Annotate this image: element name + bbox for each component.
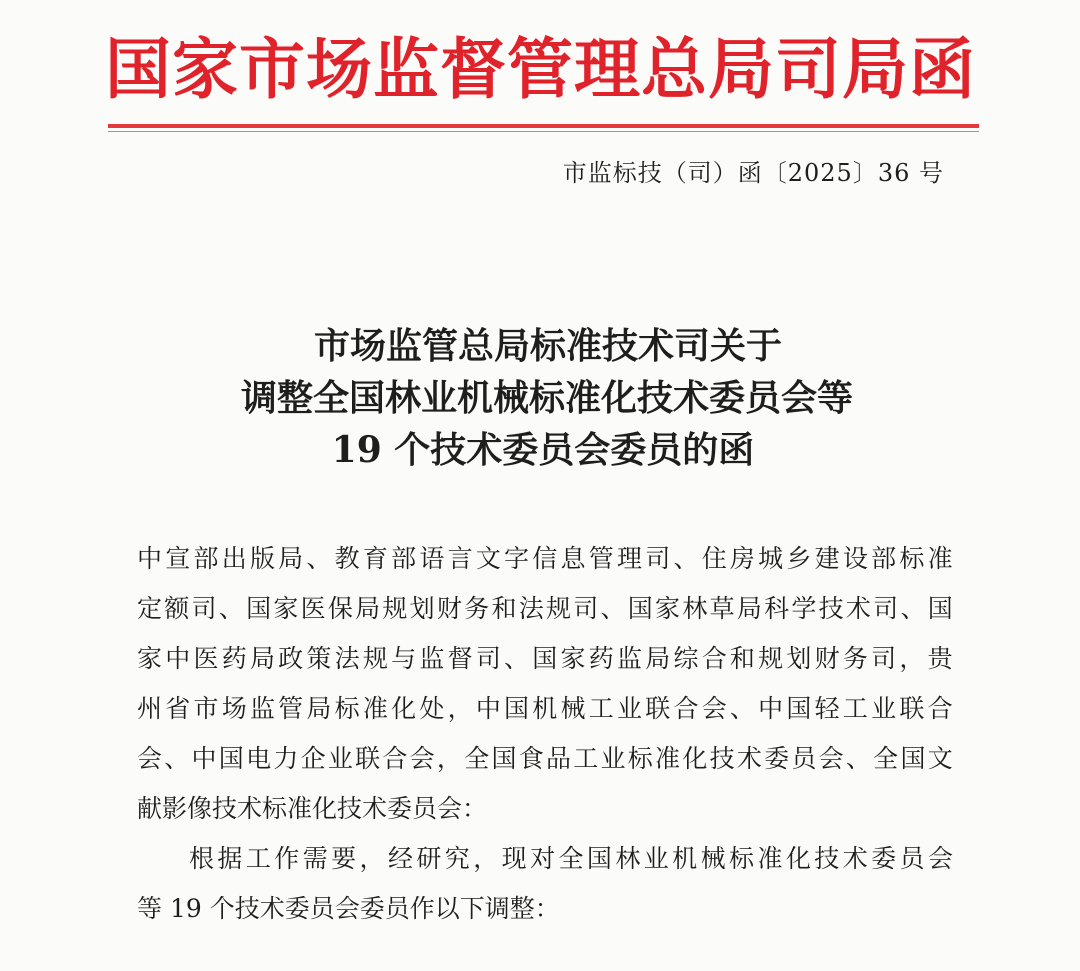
- body-char: 局: [249, 644, 275, 673]
- body-char: 据: [217, 844, 243, 873]
- body-char: 中: [137, 544, 163, 573]
- body-char: 研: [416, 844, 442, 873]
- body-line: [137, 734, 953, 784]
- body-line: [137, 634, 953, 684]
- masthead-char: 函: [909, 30, 975, 108]
- body-char: 中: [165, 644, 191, 673]
- body-char: ，: [899, 644, 925, 673]
- body-char: 和: [729, 644, 755, 673]
- body-line: [137, 834, 953, 884]
- body-char: 对: [530, 844, 556, 873]
- body-char: 国: [786, 694, 812, 723]
- masthead-char: 督: [440, 30, 506, 108]
- body-char: ，: [436, 744, 462, 773]
- body-char: 、: [600, 594, 626, 623]
- body-char: 国: [491, 744, 517, 773]
- body-char: 城: [758, 544, 784, 573]
- title-line-3: 19 个技术委员会委员的函: [331, 429, 755, 471]
- body-char: 械: [700, 844, 726, 873]
- body-line: [137, 534, 953, 584]
- masthead-char: 管: [507, 30, 573, 108]
- body-char: 国: [218, 744, 244, 773]
- body-char: 设: [842, 544, 868, 573]
- agency-masthead: [105, 26, 975, 112]
- content-paragraph: [137, 834, 953, 934]
- body-char: 局: [355, 594, 381, 623]
- body-char: 学: [791, 594, 817, 623]
- body-char: 术: [736, 744, 762, 773]
- body-char: 国: [246, 594, 272, 623]
- body-char: 保: [327, 594, 353, 623]
- body-char: 医: [193, 644, 219, 673]
- body-char: 司: [645, 544, 671, 573]
- body-char: 划: [409, 594, 435, 623]
- body-char: 政: [278, 644, 304, 673]
- body-char: 版: [249, 544, 275, 573]
- body-char: 业: [643, 844, 669, 873]
- body-char: 监: [419, 644, 445, 673]
- body-char: 家: [560, 644, 586, 673]
- body-char: 技: [818, 594, 844, 623]
- body-char: 品: [545, 744, 571, 773]
- body-char: 业: [600, 744, 626, 773]
- masthead-char: 市: [239, 30, 305, 108]
- body-char: 国: [627, 594, 653, 623]
- body-char: 企: [300, 744, 326, 773]
- body-char: 药: [221, 644, 247, 673]
- body-char: 标: [899, 544, 925, 573]
- body-char: 究: [444, 844, 470, 873]
- body-char: 息: [560, 544, 586, 573]
- masthead-char: 总: [641, 30, 707, 108]
- masthead-char: 局: [708, 30, 774, 108]
- body-char: 会: [701, 694, 727, 723]
- body-char: 全: [873, 744, 899, 773]
- body-char: 场: [221, 694, 247, 723]
- body-char: 联: [645, 694, 671, 723]
- masthead-char: 场: [306, 30, 372, 108]
- body-char: 文: [927, 744, 953, 773]
- body-char: 司: [191, 594, 217, 623]
- body-char: 策: [306, 644, 332, 673]
- body-char: 司: [573, 594, 599, 623]
- body-char: 部: [391, 544, 417, 573]
- body-char: 规: [362, 644, 388, 673]
- body-char: 技: [709, 744, 735, 773]
- body-char: 建: [814, 544, 840, 573]
- body-char: 、: [729, 694, 755, 723]
- body-char: 合: [382, 744, 408, 773]
- body-char: 准: [757, 844, 783, 873]
- title-line-2: 调整全国林业机械标准化技术委员会等: [240, 377, 853, 419]
- body-char: 工: [245, 844, 271, 873]
- body-char: 药: [588, 644, 614, 673]
- document-body: [137, 534, 953, 934]
- body-line: [137, 584, 953, 634]
- body-char: 标: [334, 694, 360, 723]
- body-char: 化: [682, 744, 708, 773]
- body-char: 管: [588, 544, 614, 573]
- body-char: 局: [306, 694, 332, 723]
- body-char: 和: [491, 594, 517, 623]
- masthead-char: 家: [172, 30, 238, 108]
- body-char: 综: [673, 644, 699, 673]
- body-char: 术: [845, 594, 871, 623]
- body-char: 科: [764, 594, 790, 623]
- masthead-char: 司: [775, 30, 841, 108]
- body-char: 合: [927, 694, 953, 723]
- body-char: 、: [504, 644, 530, 673]
- body-char: 工: [588, 694, 614, 723]
- body-char: 林: [615, 844, 641, 873]
- body-char: 准: [362, 694, 388, 723]
- body-char: 会: [409, 744, 435, 773]
- body-char: 技: [814, 844, 840, 873]
- body-char: 出: [221, 544, 247, 573]
- body-char: 准: [655, 744, 681, 773]
- body-char: 州: [137, 694, 163, 723]
- body-char: 划: [786, 644, 812, 673]
- body-char: 司: [871, 644, 897, 673]
- body-char: 语: [419, 544, 445, 573]
- body-char: 局: [736, 594, 762, 623]
- body-char: ，: [359, 844, 385, 873]
- body-char: 局: [645, 644, 671, 673]
- body-char: 省: [165, 694, 191, 723]
- body-char: 现: [501, 844, 527, 873]
- body-char: 务: [842, 644, 868, 673]
- body-char: 理: [616, 544, 642, 573]
- body-char: 标: [627, 744, 653, 773]
- body-char: 员: [899, 844, 925, 873]
- body-char: 械: [560, 694, 586, 723]
- body-char: 要: [331, 844, 357, 873]
- body-char: 国: [586, 844, 612, 873]
- body-char: 准: [927, 544, 953, 573]
- body-char: 化: [785, 844, 811, 873]
- body-char: 中: [191, 744, 217, 773]
- body-char: 林: [682, 594, 708, 623]
- document-title: [0, 320, 1080, 476]
- body-char: 国: [504, 694, 530, 723]
- body-char: 会: [818, 744, 844, 773]
- body-char: 房: [729, 544, 755, 573]
- body-char: 与: [391, 644, 417, 673]
- body-char: 轻: [814, 694, 840, 723]
- body-char: 财: [814, 644, 840, 673]
- body-char: 督: [447, 644, 473, 673]
- body-char: 机: [672, 844, 698, 873]
- body-char: 、: [845, 744, 871, 773]
- body-char: 、: [673, 544, 699, 573]
- body-char: 教: [334, 544, 360, 573]
- body-char: 会: [137, 744, 163, 773]
- body-char: 部: [871, 544, 897, 573]
- body-char: 根: [189, 844, 215, 873]
- body-char: 市: [193, 694, 219, 723]
- body-char: 定: [137, 594, 163, 623]
- body-char: ，: [447, 694, 473, 723]
- body-char: 监: [616, 644, 642, 673]
- body-char: 合: [673, 694, 699, 723]
- body-char: 言: [447, 544, 473, 573]
- masthead-char: 监: [373, 30, 439, 108]
- body-char: 法: [518, 594, 544, 623]
- body-char: 住: [701, 544, 727, 573]
- addressee-paragraph: [137, 534, 953, 834]
- body-char: 贵: [927, 644, 953, 673]
- body-line: [137, 684, 953, 734]
- body-char: 务: [464, 594, 490, 623]
- body-char: 作: [274, 844, 300, 873]
- body-char: 规: [382, 594, 408, 623]
- masthead-char: 国: [105, 30, 171, 108]
- body-char: 家: [137, 644, 163, 673]
- body-char: 业: [327, 744, 353, 773]
- body-char: 字: [504, 544, 530, 573]
- body-line: 等 19 个技术委员会委员作以下调整：: [137, 894, 560, 923]
- body-char: 联: [355, 744, 381, 773]
- body-char: 规: [545, 594, 571, 623]
- body-char: 联: [899, 694, 925, 723]
- body-char: 、: [900, 594, 926, 623]
- document-number: 市监标技（司）函〔2025〕36 号: [562, 159, 944, 187]
- body-line: 献影像技术标准化技术委员会：: [137, 794, 488, 823]
- masthead-divider-thin: [108, 131, 979, 132]
- body-char: 合: [701, 644, 727, 673]
- masthead-char: 局: [842, 30, 908, 108]
- body-char: 电: [246, 744, 272, 773]
- body-char: 国: [900, 744, 926, 773]
- body-char: 家: [655, 594, 681, 623]
- body-char: 司: [873, 594, 899, 623]
- body-char: 经: [387, 844, 413, 873]
- body-char: 国: [532, 644, 558, 673]
- body-char: 处: [419, 694, 445, 723]
- body-char: 、: [164, 744, 190, 773]
- body-char: 标: [729, 844, 755, 873]
- body-char: 草: [709, 594, 735, 623]
- title-line-1: 市场监管总局标准技术司关于: [313, 325, 782, 367]
- masthead-divider: [108, 124, 979, 128]
- masthead-char: 理: [574, 30, 640, 108]
- body-char: 规: [758, 644, 784, 673]
- body-char: 家: [273, 594, 299, 623]
- body-char: 医: [300, 594, 326, 623]
- body-char: 宣: [165, 544, 191, 573]
- body-char: 中: [475, 694, 501, 723]
- body-char: 全: [558, 844, 584, 873]
- body-char: 局: [278, 544, 304, 573]
- body-char: 中: [758, 694, 784, 723]
- body-char: 法: [334, 644, 360, 673]
- body-char: 食: [518, 744, 544, 773]
- body-char: 额: [164, 594, 190, 623]
- body-char: 司: [475, 644, 501, 673]
- body-char: 工: [842, 694, 868, 723]
- body-char: 术: [842, 844, 868, 873]
- body-char: 国: [927, 594, 953, 623]
- body-char: 化: [391, 694, 417, 723]
- body-char: 机: [532, 694, 558, 723]
- body-char: 文: [475, 544, 501, 573]
- body-char: 需: [302, 844, 328, 873]
- body-char: 、: [306, 544, 332, 573]
- body-char: 部: [193, 544, 219, 573]
- body-char: 委: [871, 844, 897, 873]
- body-char: ，: [473, 844, 499, 873]
- body-char: 监: [249, 694, 275, 723]
- body-char: 委: [764, 744, 790, 773]
- body-char: 管: [278, 694, 304, 723]
- body-char: 信: [532, 544, 558, 573]
- body-char: 业: [871, 694, 897, 723]
- body-char: 全: [464, 744, 490, 773]
- body-char: 育: [362, 544, 388, 573]
- body-char: 会: [927, 844, 953, 873]
- body-char: 员: [791, 744, 817, 773]
- body-char: 工: [573, 744, 599, 773]
- body-char: 业: [616, 694, 642, 723]
- body-char: 乡: [786, 544, 812, 573]
- body-char: 、: [218, 594, 244, 623]
- body-char: 力: [273, 744, 299, 773]
- body-char: 财: [436, 594, 462, 623]
